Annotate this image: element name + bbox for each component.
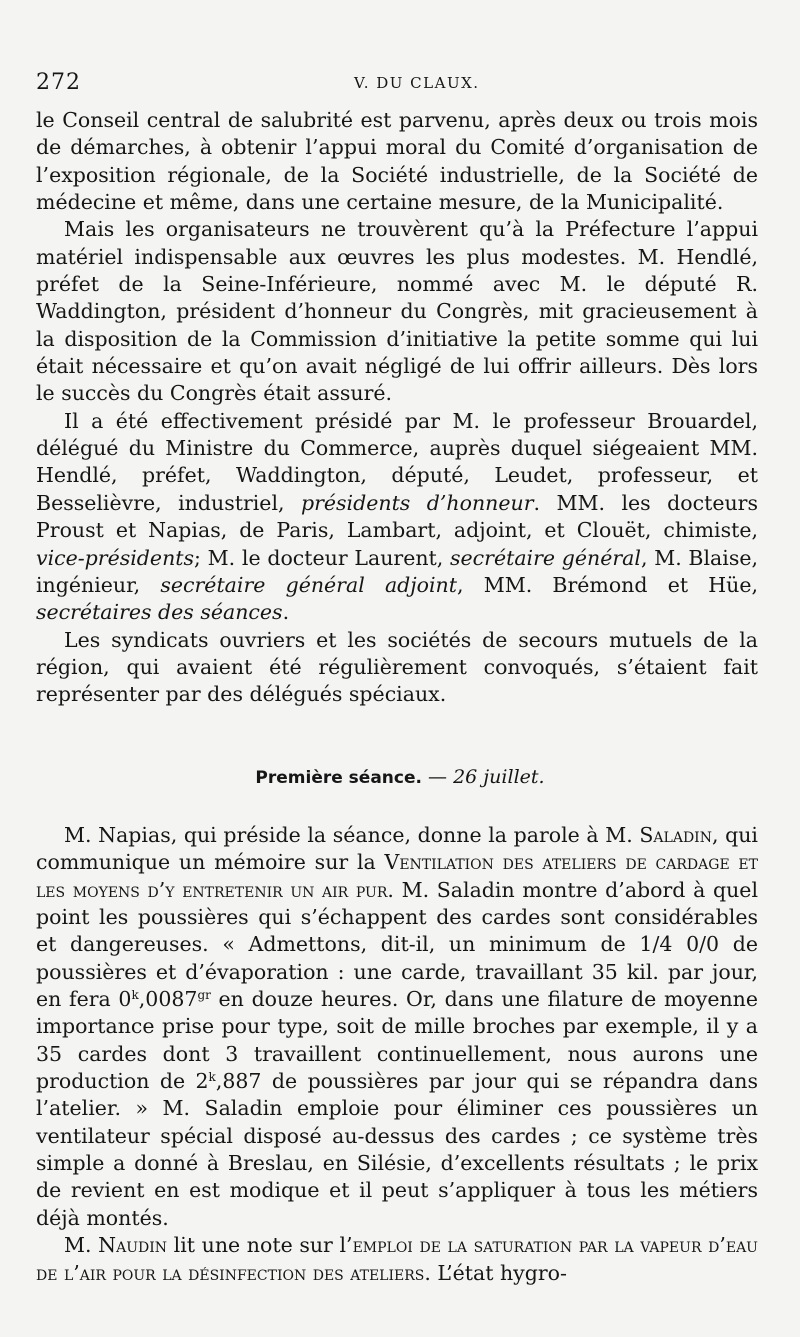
text-segment: lit une note sur l’ (167, 1233, 353, 1258)
paragraph-p6 (36, 1232, 758, 1287)
section-label: Première séance. (255, 768, 422, 788)
text-segment: , MM. Brémond et Hüe, (457, 572, 758, 597)
text-segment: secrétaire général adjoint (160, 572, 457, 597)
text-segment: Ventilation des ateliers de cardage et les moyens d’y entretenir un air pur (36, 850, 758, 902)
body-text-bottom (36, 822, 758, 1287)
text-segment: secrétaires des séances (36, 600, 283, 625)
text-segment: secrétaire général (450, 545, 641, 570)
text-segment: k (208, 1070, 216, 1085)
paragraph-p2 (36, 216, 758, 407)
text-segment: Mais les organisateurs ne trouvèrent qu’à la Préfecture l’appui matériel indispensable aux œuvres les plus modestes. M. Hendlé, préfet de la Seine-Inférieure, nommé avec M. le député R. Waddington, président d’honneur du Congrès, mit gracieusement à la disposition de la Commission d’initiative la petite somme qui lui était nécessaire et qu’on avait négligé de lui offrir ailleurs. Dès lors le succès du Congrès était assuré. (36, 217, 758, 406)
text-segment: . L’état hygro- (424, 1260, 567, 1285)
text-segment: . M. Saladin montre d’abord à quel point les poussières qui s’échappent des cardes sont considérables et dangereuses. « Admettons, dit-il, un minimum de 1/4 0/0 de poussières et d’évaporation : une carde, travaillant 35 kil. par jour, en fera 0 (36, 877, 758, 1012)
running-head: V. DU CLAUX. (354, 74, 480, 92)
text-segment: . MM. les docteurs Proust et Napias, de Paris, Lambart, adjoint, et Clouët, chimiste, (36, 490, 758, 543)
section-date: 26 juillet. (453, 766, 545, 788)
page-header (36, 70, 756, 100)
text-segment: M. Napias, qui préside la séance, donne la parole à M. (64, 823, 640, 847)
paragraph-p3 (36, 408, 758, 627)
page-number: 272 (36, 70, 81, 95)
paragraph-p1 (36, 107, 758, 216)
text-segment: , qui communique un mémoire sur la (36, 823, 758, 875)
paragraph-p4 (36, 627, 758, 709)
text-segment: le Conseil central de salubrité est parvenu, après deux ou trois mois de démarches, à obtenir l’appui moral du Comité d’organisation de l’exposition régionale, de la Société industrielle, de la Société de médecine et même, dans une certaine mesure, de la Municipalité. (36, 108, 758, 215)
text-segment: Il a été effectivement présidé par M. le professeur Brouardel, délégué du Ministre du Commerce, auprès duquel siégeaient MM. Hendlé, préfet, Waddington, député, Leudet, professeur, et Besselièvre, industriel, (36, 408, 758, 515)
text-segment: Naudin (98, 1233, 167, 1258)
body-text-top (36, 107, 758, 709)
text-segment: Les syndicats ouvriers et les sociétés de secours mutuels de la région, qui avaient été régulièrement convoqués, s’étaient fait représenter par des délégués spéciaux. (36, 627, 758, 707)
text-segment: Saladin (639, 823, 712, 847)
text-segment: présidents d’honneur (300, 490, 534, 515)
text-segment: gr (197, 988, 211, 1003)
text-segment: ,0087 (138, 987, 198, 1012)
section-dash: — (428, 766, 448, 788)
paragraph-p5 (36, 822, 758, 1232)
text-segment: vice-présidents (36, 545, 195, 570)
text-segment: en douze heures. Or, dans une filature de moyenne importance prise pour type, soit de mille broches par exemple, il y a 35 cardes dont 3 travaillent continuellement, nous aurons une production de 2 (36, 987, 758, 1094)
text-segment: ,887 de poussières par jour qui se répandra dans l’atelier. » M. Saladin emploie pour éliminer ces poussières un ventilateur spécial disposé au-dessus des cardes ; ce système très simple a donné à Breslau, en Silésie, d’excellents résultats ; le prix de revient en est modique et il peut s’appliquer à tous les métiers déjà montés. (36, 1069, 758, 1230)
text-segment: emploi de la saturation par la vapeur d’eau de l’air pour la désinfection des ateliers (36, 1233, 758, 1285)
text-segment: , M. Blaise, ingénieur, (36, 545, 759, 597)
text-segment: k (131, 988, 139, 1003)
text-segment: . (282, 600, 290, 625)
text-segment: M. (64, 1233, 99, 1258)
text-segment: ; M. le docteur Laurent, (194, 545, 451, 570)
section-heading (0, 766, 800, 788)
